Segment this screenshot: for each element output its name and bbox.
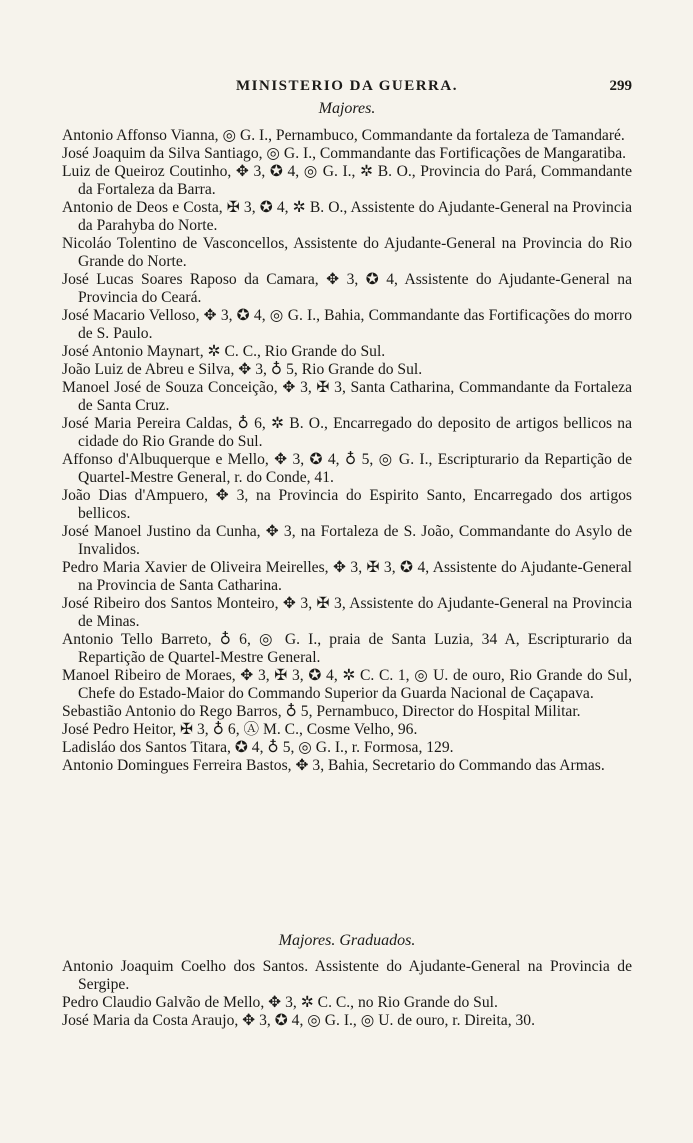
entry: José Antonio Maynart, ✲ C. C., Rio Grande do Sul. [62,343,386,360]
entry: José Manoel Justino da Cunha, ✥ 3, na Fortaleza de S. João, Commandante do Asylo de Invalidos. [62,523,632,558]
page-number: 299 [609,78,632,94]
running-title: MINISTERIO DA GUERRA. [236,78,458,94]
entry: Antonio Joaquim Coelho dos Santos. Assistente do Ajudante-General na Provincia de Sergipe. [62,958,632,993]
entry: Antonio de Deos e Costa, ✠ 3, ✪ 4, ✲ B. O., Assistente do Ajudante-General na Provincia da Parahyba do Norte. [62,199,632,234]
section-heading-majores: Majores. [318,100,376,117]
entry: José Ribeiro dos Santos Monteiro, ✥ 3, ✠ 3, Assistente do Ajudante-General na Provincia de Minas. [62,595,632,630]
entry: Manoel José de Souza Conceição, ✥ 3, ✠ 3, Santa Catharina, Commandante da Fortaleza de Santa Cruz. [62,379,632,414]
entry: Nicoláo Tolentino de Vasconcellos, Assistente do Ajudante-General na Provincia do Rio Grande do Norte. [62,235,632,270]
entry: Manoel Ribeiro de Moraes, ✥ 3, ✠ 3, ✪ 4, ✲ C. C. 1, ◎ U. de ouro, Rio Grande do Sul, Chefe do Estado-Maior do Commando Superior da Guarda Nacional de Caçapava. [62,667,632,702]
entry: Antonio Tello Barreto, ♁ 6, ◎ G. I., praia de Santa Luzia, 34 A, Escripturario da Repartição de Quartel-Mestre General. [62,631,632,666]
entry: José Macario Velloso, ✥ 3, ✪ 4, ◎ G. I., Bahia, Commandante das Fortificações do morro de S. Paulo. [62,307,632,342]
entry: José Joaquim da Silva Santiago, ◎ G. I., Commandante das Fortificações de Mangaratiba. [62,145,627,162]
section-heading-majores-graduados: Majores. Graduados. [278,932,416,949]
entry: Luiz de Queiroz Coutinho, ✥ 3, ✪ 4, ◎ G. I., ✲ B. O., Provincia do Pará, Commandante da Fortaleza da Barra. [62,163,632,198]
entry: José Maria Pereira Caldas, ♁ 6, ✲ B. O., Encarregado do deposito de artigos bellicos na cidade do Rio Grande do Sul. [62,415,632,450]
entry: José Maria da Costa Araujo, ✥ 3, ✪ 4, ◎ G. I., ◎ U. de ouro, r. Direita, 30. [62,1012,535,1029]
entry: João Dias d'Ampuero, ✥ 3, na Provincia do Espirito Santo, Encarregado dos artigos bellicos. [62,487,632,522]
page-header [62,78,632,100]
entry: Antonio Domingues Ferreira Bastos, ✥ 3, Bahia, Secretario do Commando das Armas. [62,757,605,774]
entry: Pedro Maria Xavier de Oliveira Meirelles, ✥ 3, ✠ 3, ✪ 4, Assistente do Ajudante-General na Provincia de Santa Catharina. [62,559,632,594]
entry: José Lucas Soares Raposo da Camara, ✥ 3, ✪ 4, Assistente do Ajudante-General na Provincia do Ceará. [62,271,632,306]
entry-list-majores [62,127,632,775]
entry: Ladisláo dos Santos Titara, ✪ 4, ♁ 5, ◎ G. I., r. Formosa, 129. [62,739,454,756]
entry: Pedro Claudio Galvão de Mello, ✥ 3, ✲ C. C., no Rio Grande do Sul. [62,994,498,1011]
entry-list-majores-graduados [62,958,632,1030]
entry: João Luiz de Abreu e Silva, ✥ 3, ♁ 5, Rio Grande do Sul. [62,361,423,378]
entry: Antonio Affonso Vianna, ◎ G. I., Pernambuco, Commandante da fortaleza de Tamandaré. [62,127,625,144]
entry: Sebastião Antonio do Rego Barros, ♁ 5, Pernambuco, Director do Hospital Militar. [62,703,581,720]
entry: José Pedro Heitor, ✠ 3, ♁ 6, Ⓐ M. C., Cosme Velho, 96. [62,721,418,738]
entry: Affonso d'Albuquerque e Mello, ✥ 3, ✪ 4, ♁ 5, ◎ G. I., Escripturario da Repartição de Quartel-Mestre General, r. do Conde, 41. [62,451,632,486]
